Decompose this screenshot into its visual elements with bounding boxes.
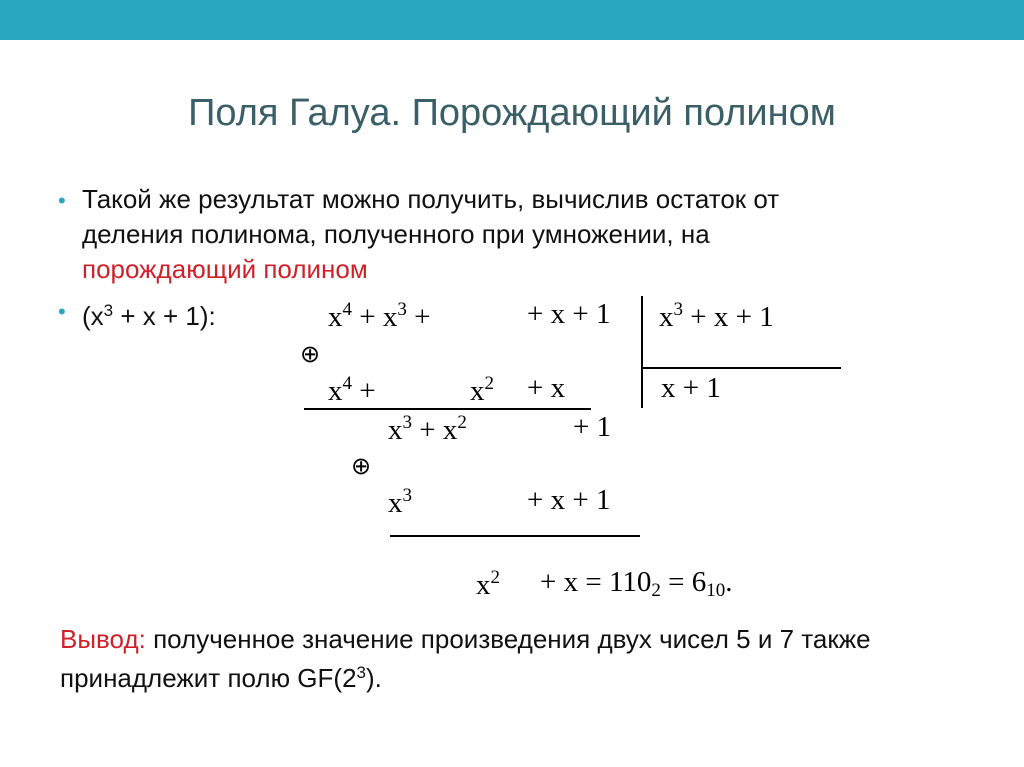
xor-symbol-1: ⊕ — [300, 340, 321, 368]
exponent: 3 — [397, 299, 407, 320]
term: x — [388, 487, 403, 519]
conclusion-text-1: полученное значение произведения двух чисел 5 и 7 также — [145, 624, 871, 654]
term: + x — [412, 414, 458, 446]
slide-title: Поля Галуа. Порождающий полином — [188, 92, 836, 134]
poly-exponent: 3 — [103, 301, 114, 320]
term: x — [328, 301, 343, 333]
term: + — [406, 301, 431, 333]
term: . — [725, 566, 733, 598]
term: = 6 — [660, 566, 707, 598]
bullet-dot: • — [58, 299, 66, 324]
exponent: 3 — [402, 412, 412, 433]
bullet-1-line-3: порождающий полином — [82, 254, 368, 284]
final-result — [540, 568, 733, 600]
subtrahend-1-lead — [328, 374, 376, 406]
remainder-1-lead — [388, 413, 467, 445]
divisor-underline — [642, 367, 841, 369]
subtrahend-1-tail: + x — [527, 372, 566, 404]
dividend-lead — [328, 300, 430, 332]
dividend-tail: + x + 1 — [527, 298, 611, 330]
term: x — [328, 375, 343, 407]
bullet-1-text — [82, 182, 779, 287]
exponent: 4 — [342, 373, 352, 394]
exponent: 4 — [342, 299, 352, 320]
final-remainder — [476, 568, 500, 600]
conclusion-line-1 — [60, 622, 980, 656]
exponent: 3 — [402, 485, 412, 506]
exponent: 2 — [490, 567, 500, 588]
remainder-1-tail: + 1 — [573, 411, 612, 443]
term: x — [388, 414, 403, 446]
conclusion — [60, 622, 980, 695]
conclusion-text-3: ). — [366, 663, 382, 693]
xor-symbol-2: ⊕ — [351, 452, 372, 480]
term: x — [470, 375, 485, 407]
top-accent-bar — [0, 0, 1024, 40]
subtrahend-1-mid — [470, 374, 494, 406]
term: + x — [352, 301, 398, 333]
conclusion-text-2: принадлежит полю GF(2 — [60, 663, 357, 693]
subtrahend-2-tail: + x + 1 — [527, 484, 611, 516]
base-subscript: 2 — [651, 580, 661, 601]
bullet-1-line-2: деления полинома, полученного при умножении, на — [82, 219, 710, 249]
subtraction-line-1 — [304, 408, 591, 410]
exponent: 3 — [673, 299, 683, 320]
exponent: 2 — [484, 373, 494, 394]
term: x — [476, 569, 491, 601]
division-vertical-line — [641, 296, 643, 408]
bullet-1-line-1: Такой же результат можно получить, вычислив остаток от — [82, 184, 780, 214]
base-subscript: 10 — [706, 580, 726, 601]
conclusion-exponent: 3 — [356, 663, 366, 682]
term: + x = 110 — [540, 566, 652, 598]
bullet-2-text — [82, 293, 216, 334]
term: + — [352, 375, 376, 407]
exponent: 2 — [457, 412, 467, 433]
bullet-dot: • — [58, 188, 66, 213]
subtraction-line-2 — [390, 535, 640, 537]
poly-suffix: + x + 1): — [113, 301, 216, 331]
poly-prefix: (x — [82, 301, 104, 331]
conclusion-label: Вывод: — [60, 624, 146, 654]
divisor — [659, 300, 774, 332]
subtrahend-2-lead — [388, 486, 412, 518]
term: x — [659, 301, 674, 333]
quotient: x + 1 — [661, 372, 721, 404]
term: + x + 1 — [683, 301, 774, 333]
conclusion-line-2 — [60, 656, 980, 695]
